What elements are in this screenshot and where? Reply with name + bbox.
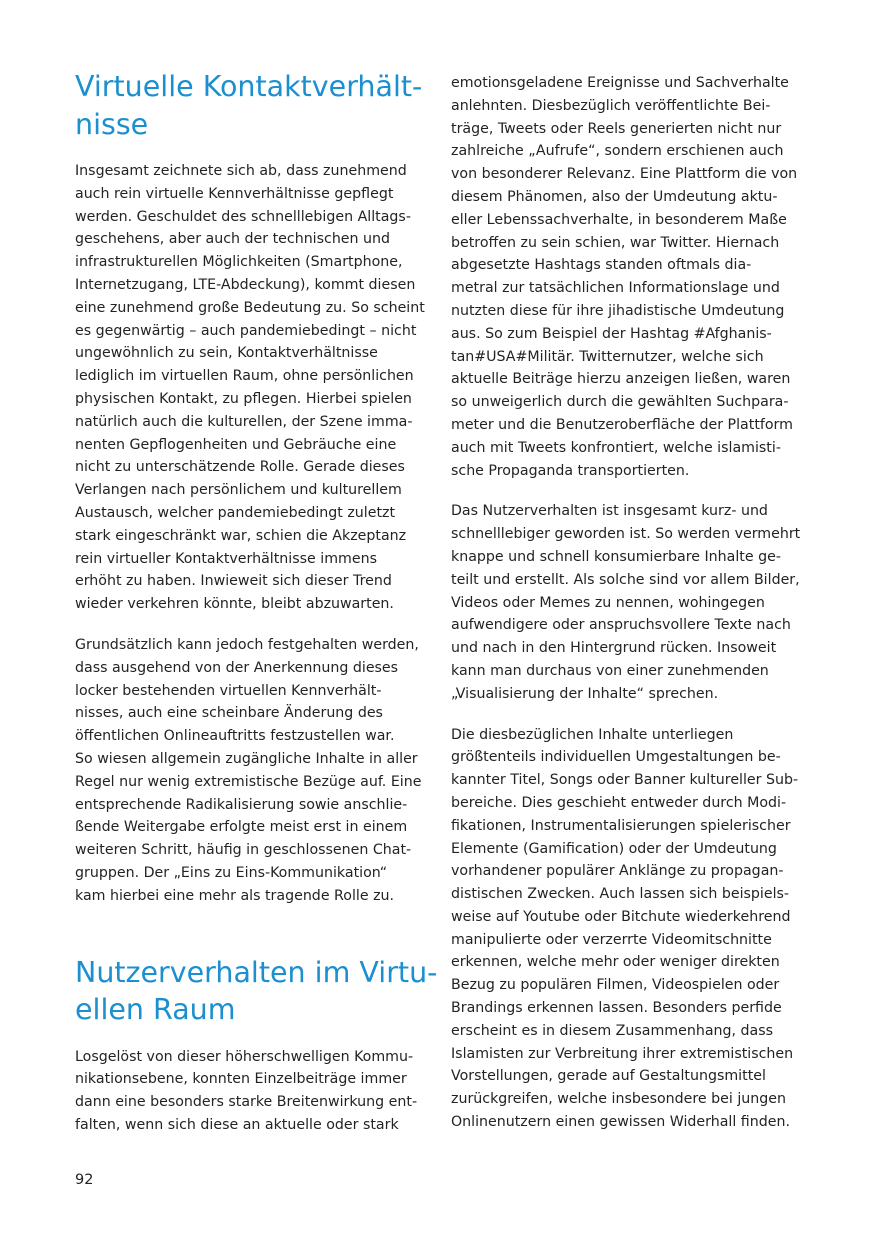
text-line: Onlinenutzern einen gewissen Widerhall finden. bbox=[451, 1114, 790, 1131]
text-line: physischen Kontakt, zu pflegen. Hierbei spielen bbox=[75, 390, 412, 407]
text-line: nikationsebene, konnten Einzelbeiträge immer bbox=[75, 1071, 407, 1088]
text-line: dann eine besonders starke Breitenwirkung ent- bbox=[75, 1094, 418, 1111]
text-line: erhöht zu haben. Inwieweit sich dieser Trend bbox=[75, 573, 392, 590]
text-line: weiteren Schritt, häufig in geschlossenen Chat- bbox=[75, 842, 412, 859]
text-line: Videos oder Memes zu nennen, wohingegen bbox=[451, 594, 765, 611]
text-line: aus. So zum Beispiel der Hashtag #Afghanis- bbox=[451, 325, 772, 342]
text-line: so unweigerlich durch die gewählten Suchpara- bbox=[451, 394, 789, 411]
text-line: ßende Weitergabe erfolgte meist erst in einem bbox=[75, 819, 408, 836]
text-line: eller Lebenssachverhalte, in besonderem Maße bbox=[451, 211, 787, 228]
text-line: rein virtueller Kontaktverhältnisse immens bbox=[75, 550, 377, 567]
text-line: Virtuelle Kontaktverhält- bbox=[75, 70, 423, 103]
text-line: natürlich auch die kulturellen, der Szene imma- bbox=[75, 413, 413, 430]
text-line: falten, wenn sich diese an aktuelle oder stark bbox=[75, 1116, 399, 1133]
text-line: nenten Gepflogenheiten und Gebräuche eine bbox=[75, 436, 397, 453]
text-line: Insgesamt zeichnete sich ab, dass zunehmend bbox=[75, 163, 407, 179]
text-line: kannter Titel, Songs oder Banner kultureller Sub- bbox=[451, 772, 799, 789]
text-line: So wiesen allgemein zugängliche Inhalte in aller bbox=[75, 750, 418, 767]
text-line: größtenteils individuellen Umgestaltungen be- bbox=[451, 749, 781, 766]
text-line: Bezug zu populären Filmen, Videospielen oder bbox=[451, 977, 780, 994]
text-line: träge, Tweets oder Reels generierten nicht nur bbox=[451, 120, 782, 137]
text-line: ungewöhnlich zu sein, Kontaktverhältnisse bbox=[75, 345, 378, 362]
text-line: anlehnten. Diesbezüglich veröffentlichte Bei- bbox=[451, 97, 771, 114]
paragraph bbox=[75, 160, 425, 616]
text-line: betroffen zu sein schien, war Twitter. Hiernach bbox=[451, 234, 780, 251]
text-line: manipulierte oder verzerrte Videomitschnitte bbox=[451, 931, 772, 948]
text-line: kann man durchaus von einer zunehmenden bbox=[451, 662, 769, 679]
text-line: lediglich im virtuellen Raum, ohne persönlichen bbox=[75, 368, 414, 385]
section-heading-virtual-contacts bbox=[75, 68, 425, 143]
text-line: Grundsätzlich kann jedoch festgehalten werden, bbox=[75, 636, 419, 653]
text-line: und nach in den Hintergrund rücken. Insoweit bbox=[451, 640, 777, 657]
text-line: auch rein virtuelle Kennverhältnisse gepflegt bbox=[75, 185, 394, 202]
text-line: Islamisten zur Verbreitung ihrer extremistischen bbox=[451, 1045, 794, 1062]
text-line: Internetzugang, LTE-Abdeckung), kommt diesen bbox=[75, 276, 416, 293]
text-line: von besonderer Relevanz. Eine Plattform die von bbox=[451, 166, 798, 183]
text-line: „Visualisierung der Inhalte“ sprechen. bbox=[451, 685, 719, 702]
text-line: abgesetzte Hashtags standen oftmals dia- bbox=[451, 257, 752, 274]
text-line: Austausch, welcher pandemiebedingt zuletzt bbox=[75, 504, 396, 521]
right-column bbox=[451, 72, 803, 1152]
text-line: kam hierbei eine mehr als tragende Rolle zu. bbox=[75, 887, 395, 904]
text-line: weise auf Youtube oder Bitchute wiederkehrend bbox=[451, 908, 791, 925]
text-line: entsprechende Radikalisierung sowie anschlie- bbox=[75, 796, 408, 813]
text-line: werden. Geschuldet des schnelllebigen Alltags- bbox=[75, 208, 411, 225]
text-line: teilt und erstellt. Als solche sind vor allem Bilder, bbox=[451, 571, 800, 588]
text-line: eine zunehmend große Bedeutung zu. So scheint bbox=[75, 299, 425, 316]
text-line: es gegenwärtig – auch pandemiebedingt – nicht bbox=[75, 322, 417, 339]
text-line: Losgelöst von dieser höherschwelligen Kommu- bbox=[75, 1048, 414, 1065]
text-line: tan#USA#Militär. Twitternutzer, welche sich bbox=[451, 348, 764, 365]
text-line: meter und die Benutzeroberfläche der Plattform bbox=[451, 416, 793, 433]
text-line: nicht zu unterschätzende Rolle. Gerade dieses bbox=[75, 459, 405, 476]
text-line: Vorstellungen, gerade auf Gestaltungsmittel bbox=[451, 1068, 766, 1085]
text-line: Elemente (Gamification) oder der Umdeutung bbox=[451, 840, 777, 857]
text-line: bereiche. Dies geschieht entweder durch Modi- bbox=[451, 794, 787, 811]
left-column bbox=[75, 68, 438, 1155]
text-line: fikationen, Instrumentalisierungen spielerischer bbox=[451, 817, 791, 834]
paragraph bbox=[75, 634, 425, 908]
text-line: locker bestehenden virtuellen Kennverhält- bbox=[75, 682, 382, 699]
text-line: dass ausgehend von der Anerkennung dieses bbox=[75, 659, 399, 676]
paragraph bbox=[75, 1046, 425, 1137]
text-line: sche Propaganda transportierten. bbox=[451, 462, 690, 479]
text-line: Nutzerverhalten im Virtu- bbox=[75, 955, 438, 989]
text-line: erkennen, welche mehr oder weniger direkten bbox=[451, 954, 780, 971]
text-line: Die diesbezüglichen Inhalte unterliegen bbox=[451, 726, 734, 743]
text-line: vorhandener populärer Anklänge zu propagan- bbox=[451, 863, 784, 880]
text-line: distischen Zwecken. Auch lassen sich beispiels- bbox=[451, 886, 790, 903]
paragraph bbox=[451, 72, 803, 482]
text-line: nutzten diese für ihre jihadistische Umdeutung bbox=[451, 302, 785, 319]
text-line: nisse bbox=[75, 107, 149, 141]
text-line: wieder verkehren könnte, bleibt abzuwarten. bbox=[75, 596, 394, 613]
text-line: zahlreiche „Aufrufe“, sondern erschienen auch bbox=[451, 143, 784, 160]
text-line: öffentlichen Onlineauftritts festzustellen war. bbox=[75, 728, 395, 745]
text-line: metral zur tatsächlichen Informationslage und bbox=[451, 280, 780, 297]
section-heading-user-behaviour bbox=[75, 954, 438, 1029]
text-line: auch mit Tweets konfrontiert, welche islamisti- bbox=[451, 439, 781, 456]
text-line: gruppen. Der „Eins zu Eins-Kommunikation“ bbox=[75, 864, 388, 881]
text-line: geschehens, aber auch der technischen und bbox=[75, 231, 391, 248]
text-line: infrastrukturellen Möglichkeiten (Smartphone, bbox=[75, 254, 403, 271]
text-line: zurückgreifen, welche insbesondere bei jungen bbox=[451, 1091, 786, 1108]
text-line: Das Nutzerverhalten ist insgesamt kurz- und bbox=[451, 503, 768, 520]
text-line: stark eingeschränkt war, schien die Akzeptanz bbox=[75, 527, 407, 544]
text-line: aktuelle Beiträge hierzu anzeigen ließen, waren bbox=[451, 371, 791, 388]
page-number: 92 bbox=[75, 1172, 94, 1188]
text-line: erscheint es in diesem Zusammenhang, dass bbox=[451, 1022, 774, 1039]
text-line: aufwendigere oder anspruchsvollere Texte nach bbox=[451, 617, 791, 634]
text-line: Regel nur wenig extremistische Bezüge auf. Eine bbox=[75, 773, 422, 790]
text-line: Brandings erkennen lassen. Besonders perfide bbox=[451, 1000, 782, 1017]
text-line: schnelllebiger geworden ist. So werden vermehrt bbox=[451, 526, 801, 543]
paragraph bbox=[451, 724, 803, 1134]
text-line: Verlangen nach persönlichem und kulturellem bbox=[75, 482, 402, 499]
paragraph bbox=[451, 500, 803, 705]
text-line: knappe und schnell konsumierbare Inhalte ge- bbox=[451, 548, 781, 565]
text-line: diesem Phänomen, also der Umdeutung aktu- bbox=[451, 188, 778, 205]
text-line: emotionsgeladene Ereignisse und Sachverhalte bbox=[451, 75, 789, 91]
text-line: ellen Raum bbox=[75, 993, 236, 1026]
text-line: nisses, auch eine scheinbare Änderung des bbox=[75, 705, 383, 722]
